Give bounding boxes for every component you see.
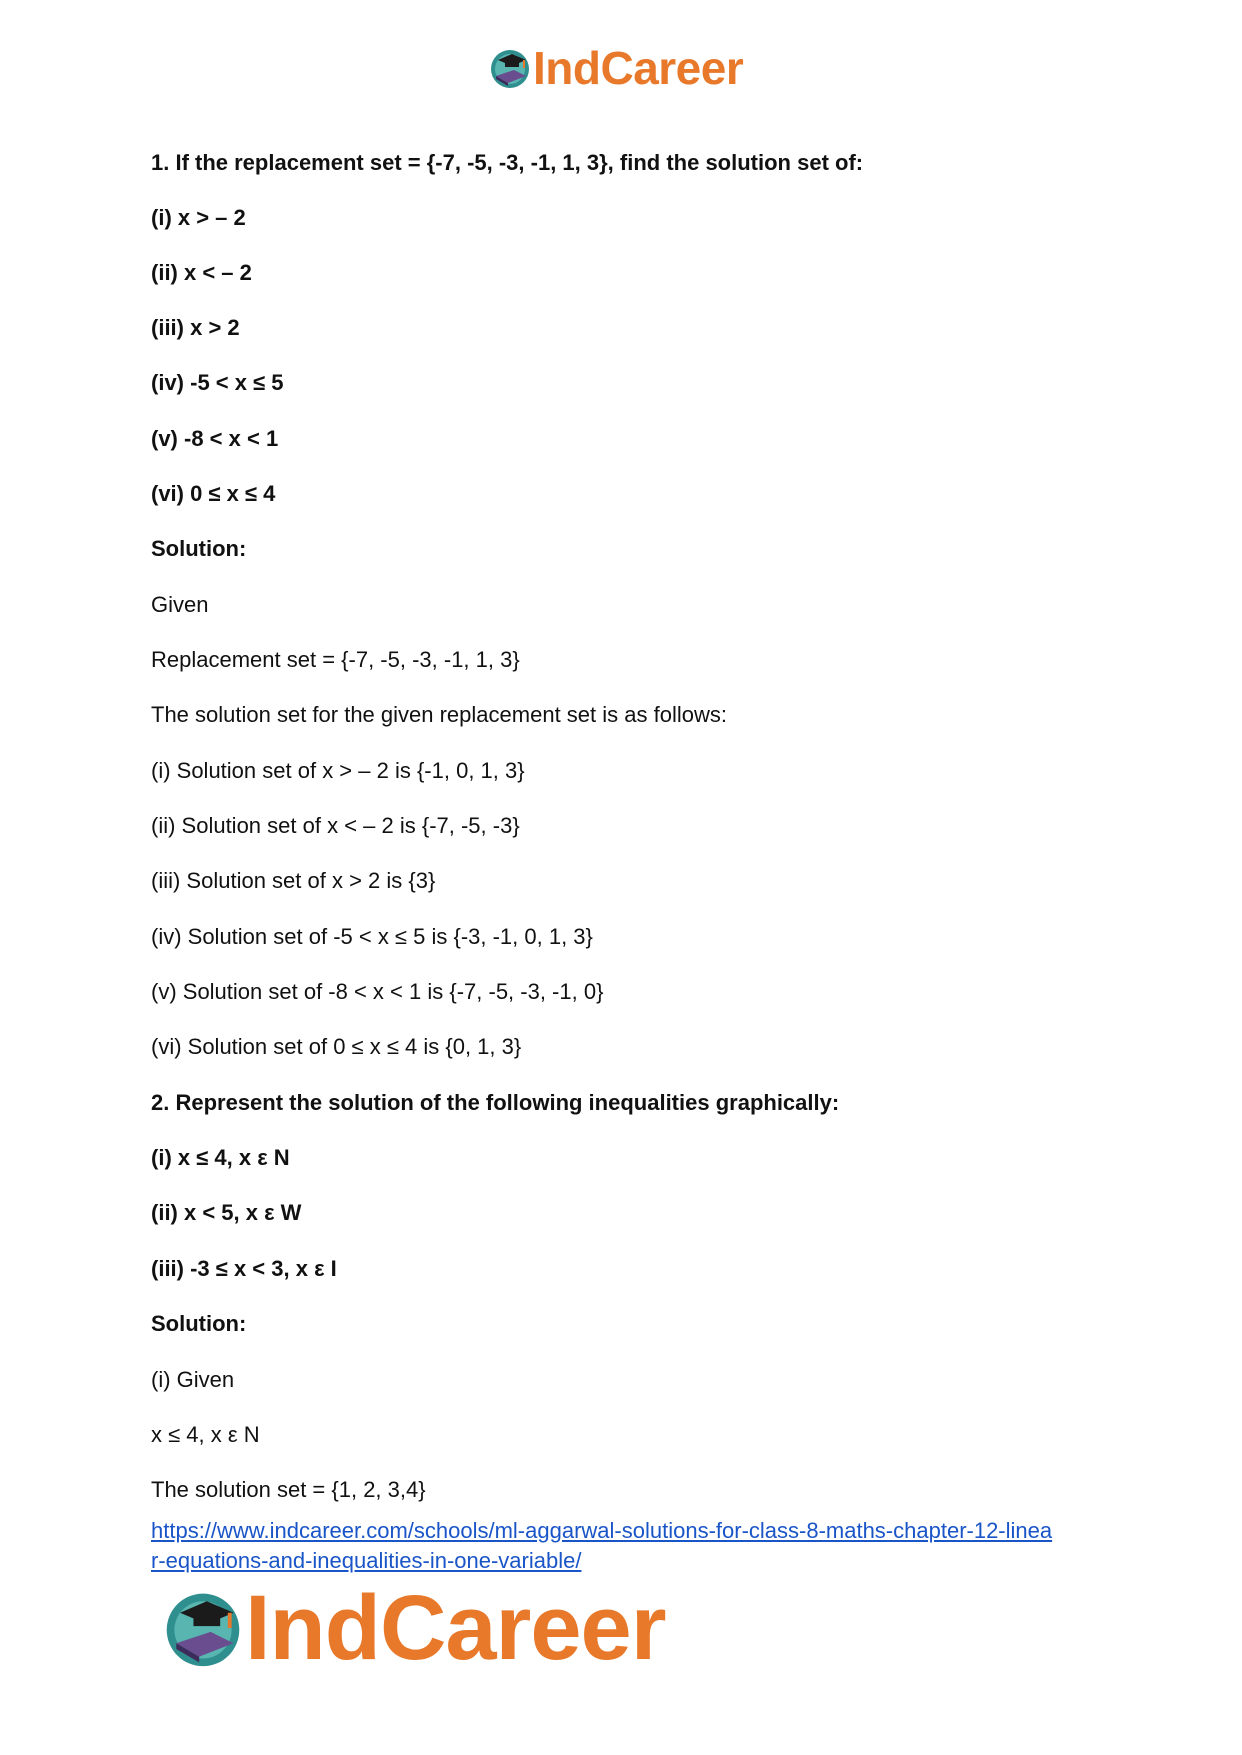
question-2-part-iii: (iii) -3 ≤ x < 3, x ε I (151, 1256, 337, 1281)
graduation-book-icon (161, 1586, 245, 1670)
question-2-part-i: (i) x ≤ 4, x ε N (151, 1145, 290, 1170)
answer-1-i: (i) Solution set of x > – 2 is {-1, 0, 1, 3} (151, 758, 525, 783)
answer-1-iii: (iii) Solution set of x > 2 is {3} (151, 868, 436, 893)
solution-heading-1: Solution: (151, 536, 247, 561)
source-link-line-2[interactable]: r-equations-and-inequalities-in-one-variable/ (151, 1548, 582, 1573)
question-1-part-vi: (vi) 0 ≤ x ≤ 4 (151, 481, 276, 506)
logo-wordmark: IndCareer (533, 42, 744, 94)
question-1-part-v: (v) -8 < x < 1 (151, 426, 279, 451)
question-1-part-iv: (iv) -5 < x ≤ 5 (151, 370, 284, 395)
source-link[interactable] (151, 1516, 1111, 1576)
graduation-book-icon (488, 46, 532, 90)
answer-1-iv: (iv) Solution set of -5 < x ≤ 5 is {-3, -1, 0, 1, 3} (151, 924, 593, 949)
question-2-part-ii: (ii) x < 5, x ε W (151, 1200, 302, 1225)
answer-1-vi: (vi) Solution set of 0 ≤ x ≤ 4 is {0, 1, 3} (151, 1034, 522, 1059)
solution-set-text: The solution set = {1, 2, 3,4} (151, 1477, 426, 1502)
given-label-2: (i) Given (151, 1367, 235, 1392)
source-link-line-1[interactable]: https://www.indcareer.com/schools/ml-aggarwal-solutions-for-class-8-maths-chapter-12-linea (151, 1518, 1053, 1543)
solution-intro-text: The solution set for the given replacement set is as follows: (151, 702, 727, 727)
given-label: Given (151, 592, 209, 617)
question-1-part-i: (i) x > – 2 (151, 205, 246, 230)
inequality-text: x ≤ 4, x ε N (151, 1422, 260, 1447)
replacement-set-text: Replacement set = {-7, -5, -3, -1, 1, 3} (151, 647, 520, 672)
question-1-part-ii: (ii) x < – 2 (151, 260, 252, 285)
question-1-part-iii: (iii) x > 2 (151, 315, 240, 340)
indcareer-header-logo (488, 44, 743, 92)
question-1-heading: 1. If the replacement set = {-7, -5, -3, -1, 1, 3}, find the solution set of: (151, 150, 864, 175)
answer-1-v: (v) Solution set of -8 < x < 1 is {-7, -5, -3, -1, 0} (151, 979, 604, 1004)
question-2-heading: 2. Represent the solution of the following inequalities graphically: (151, 1090, 840, 1115)
indcareer-footer-logo (161, 1577, 666, 1679)
answer-1-ii: (ii) Solution set of x < – 2 is {-7, -5, -3} (151, 813, 520, 838)
solution-heading-2: Solution: (151, 1311, 247, 1336)
logo-wordmark: IndCareer (245, 1577, 666, 1679)
